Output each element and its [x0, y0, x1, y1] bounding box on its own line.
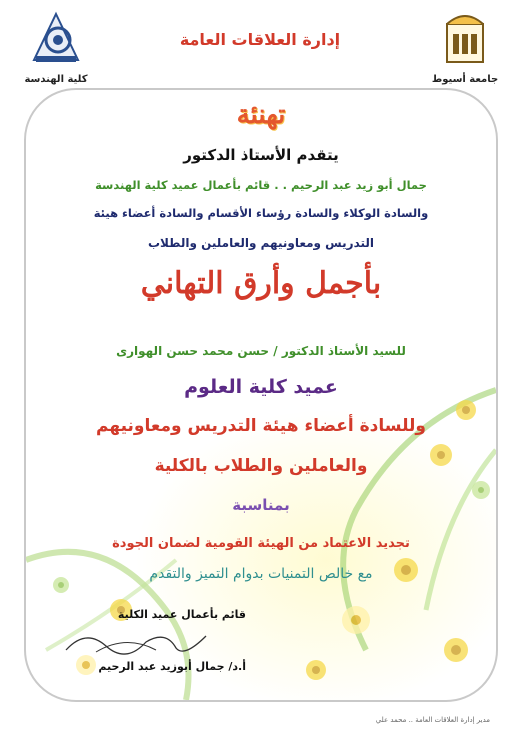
letter-frame: [24, 88, 498, 702]
wishes-line: مع خالص التمنيات بدوام التميز والتقدم: [149, 566, 373, 582]
page-title: إدارة العلاقات العامة: [179, 30, 341, 49]
occasion-line: تجديد الاعتماد من الهيئة القومية لضمان الجودة: [112, 536, 410, 551]
presenter-intro: يتقدم الأستاذ الدكتور: [183, 146, 339, 164]
signer-name: أ.د/ جمال أبوزيد عبد الرحيم: [98, 660, 246, 673]
university-logo: [429, 10, 501, 86]
presenter-name: جمال أبو زيد عبد الرحيم . . قائم بأعمال عميد كلية الهندسة: [95, 178, 427, 192]
signer-title: قائم بأعمال عميد الكلية: [117, 608, 246, 621]
occasion-intro: بمناسبة: [232, 496, 290, 514]
body-line-4: التدريس ومعاونيهم والعاملين والطلاب: [147, 236, 375, 250]
greeting-heading: تهنئة: [236, 100, 286, 130]
right-logo-caption: جامعة أسيوط: [431, 74, 499, 85]
recipient-line: للسيد الأستاذ الدكتور / حسن محمد حسن الهوارى: [116, 344, 406, 358]
congrats-heading: بأجمل وأرق التهاني: [140, 266, 382, 301]
footer-note: مدير إدارة العلاقات العامة .. محمد علي: [375, 716, 490, 724]
recipient-title: عميد كلية العلوم: [184, 376, 338, 398]
handwritten-signature-icon: [56, 622, 216, 662]
body-line-3: والسادة الوكلاء والسادة رؤساء الأقسام والسادة أعضاء هيئة: [93, 206, 429, 220]
university-emblem-icon: [435, 10, 495, 68]
left-logo-caption: كلية الهندسة: [24, 74, 88, 85]
gear-emblem-icon: [26, 10, 86, 68]
body-line-9: والعاملين والطلاب بالكلية: [154, 456, 368, 476]
engineering-faculty-logo: [20, 10, 92, 86]
body-line-8: وللسادة أعضاء هيئة التدريس ومعاونيهم: [96, 416, 426, 436]
